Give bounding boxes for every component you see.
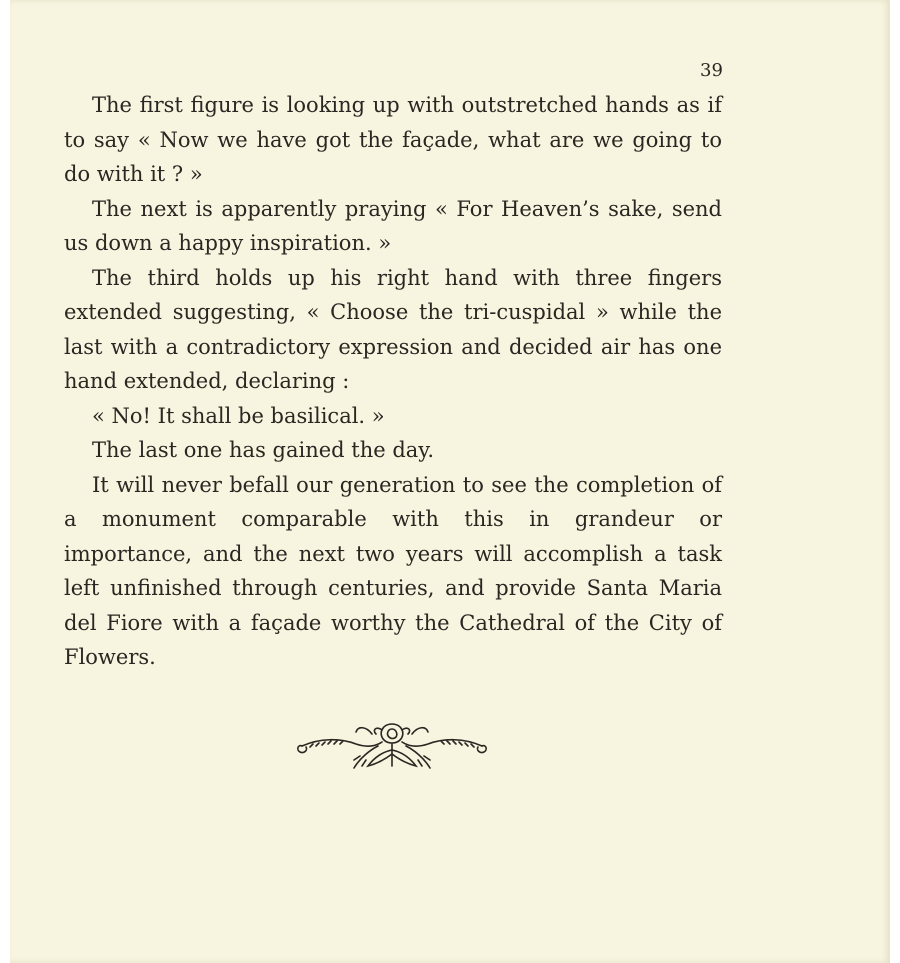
floral-vignette-icon [290, 716, 494, 776]
body-text [64, 88, 722, 675]
paragraph-first-figure: The first figure is looking up with outstretched hands as if to say « Now we have got the façade, what are we going to do with it ? » [64, 93, 722, 186]
paragraph-next-figure: The next is apparently praying « For Heaven’s sake, send us down a happy inspiration. » [64, 196, 722, 255]
paragraph-third-figure: The third holds up his right hand with three fingers extended suggesting, « Choose the tri-cuspidal » while the last with a contradictory expression and decided air has one hand extended, declaring : [64, 265, 722, 393]
paragraph-basilical-quote: « No! It shall be basilical. » [92, 403, 385, 428]
paragraph-completion: It will never befall our generation to see the completion of a monument comparable with this in grandeur or importance, and the next two years will accomplish a task left unfinished through centuries, and provide Santa Maria del Fiore with a façade worthy the Cathedral of the City of Flowers. [64, 472, 722, 669]
paragraph-gained-day: The last one has gained the day. [92, 438, 435, 462]
book-page [10, 0, 890, 963]
page-number: 39 [700, 60, 723, 81]
